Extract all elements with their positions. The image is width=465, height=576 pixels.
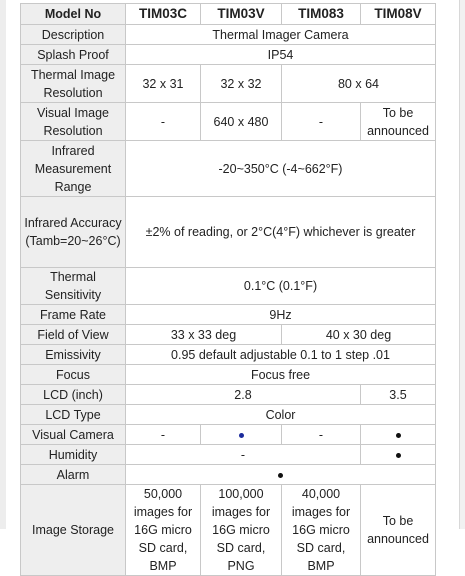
- lcd-type-label: LCD Type: [21, 405, 126, 425]
- thermal-resolution-row: [21, 65, 436, 103]
- thermal-resolution-tim08: 80 x 64: [282, 65, 436, 103]
- description-label: Description: [21, 25, 126, 45]
- model-tim08v-header: TIM08V: [361, 4, 436, 25]
- focus-label: Focus: [21, 365, 126, 385]
- emissivity-row: [21, 345, 436, 365]
- frame-rate-row: [21, 305, 436, 325]
- visual-resolution-label: Visual Image Resolution: [21, 103, 126, 141]
- measurement-range-label: Infrared Measurement Range: [21, 141, 126, 197]
- humidity-tim08v-cell: [361, 445, 436, 465]
- lcd-row: [21, 385, 436, 405]
- splash-proof-value: IP54: [126, 45, 436, 65]
- visual-camera-tim083: -: [282, 425, 361, 445]
- visual-camera-label: Visual Camera: [21, 425, 126, 445]
- lcd-label: LCD (inch): [21, 385, 126, 405]
- visual-resolution-row: [21, 103, 436, 141]
- description-row: [21, 25, 436, 45]
- bullet-dot-icon: [278, 473, 283, 478]
- measurement-range-value: -20~350°C (-4~662°F): [126, 141, 436, 197]
- emissivity-label: Emissivity: [21, 345, 126, 365]
- frame-rate-value: 9Hz: [126, 305, 436, 325]
- humidity-label: Humidity: [21, 445, 126, 465]
- bullet-dot-icon: [396, 453, 401, 458]
- frame-rate-label: Frame Rate: [21, 305, 126, 325]
- visual-resolution-tim03v: 640 x 480: [201, 103, 282, 141]
- model-tim03v-header: TIM03V: [201, 4, 282, 25]
- thermal-sensitivity-label: Thermal Sensitivity: [21, 268, 126, 305]
- header-row: [21, 4, 436, 25]
- thermal-resolution-tim03c: 32 x 31: [126, 65, 201, 103]
- lcd-type-row: [21, 405, 436, 425]
- image-storage-tim083: 40,000 images for 16G micro SD card, BMP: [282, 485, 361, 576]
- accuracy-label: Infrared Accuracy (Tamb=20~26°C): [21, 197, 126, 268]
- thermal-resolution-label: Thermal Image Resolution: [21, 65, 126, 103]
- splash-proof-row: [21, 45, 436, 65]
- visual-camera-row: [21, 425, 436, 445]
- field-of-view-row: [21, 325, 436, 345]
- alarm-all-cell: [126, 465, 436, 485]
- image-storage-row: [21, 485, 436, 576]
- visual-resolution-tim083: -: [282, 103, 361, 141]
- bullet-dot-icon: [239, 433, 244, 438]
- alarm-label: Alarm: [21, 465, 126, 485]
- model-tim03c-header: TIM03C: [126, 4, 201, 25]
- focus-row: [21, 365, 436, 385]
- scrollbar[interactable]: [459, 0, 465, 529]
- visual-resolution-tim03c: -: [126, 103, 201, 141]
- specifications-table: [20, 3, 436, 576]
- image-storage-label: Image Storage: [21, 485, 126, 576]
- model-no-header: Model No: [21, 4, 126, 25]
- image-storage-tim08v: To be announced: [361, 485, 436, 576]
- accuracy-row: [21, 197, 436, 268]
- accuracy-value: ±2% of reading, or 2°C(4°F) whichever is greater: [126, 197, 436, 268]
- field-of-view-tim08: 40 x 30 deg: [282, 325, 436, 345]
- model-tim083-header: TIM083: [282, 4, 361, 25]
- visual-camera-tim08v-cell: [361, 425, 436, 445]
- bullet-dot-icon: [396, 433, 401, 438]
- focus-value: Focus free: [126, 365, 436, 385]
- emissivity-value: 0.95 default adjustable 0.1 to 1 step .01: [126, 345, 436, 365]
- left-margin: [0, 0, 6, 529]
- field-of-view-label: Field of View: [21, 325, 126, 345]
- description-value: Thermal Imager Camera: [126, 25, 436, 45]
- thermal-sensitivity-row: [21, 268, 436, 305]
- lcd-tim08v: 3.5: [361, 385, 436, 405]
- visual-resolution-tim08v: To be announced: [361, 103, 436, 141]
- measurement-range-row: [21, 141, 436, 197]
- thermal-resolution-tim03v: 32 x 32: [201, 65, 282, 103]
- humidity-row: [21, 445, 436, 465]
- thermal-sensitivity-value: 0.1°C (0.1°F): [126, 268, 436, 305]
- field-of-view-tim03: 33 x 33 deg: [126, 325, 282, 345]
- splash-proof-label: Splash Proof: [21, 45, 126, 65]
- lcd-tim03-tim083: 2.8: [126, 385, 361, 405]
- visual-camera-tim03c: -: [126, 425, 201, 445]
- image-storage-tim03c: 50,000 images for 16G micro SD card, BMP: [126, 485, 201, 576]
- image-storage-tim03v: 100,000 images for 16G micro SD card, PNG: [201, 485, 282, 576]
- humidity-tim03-tim083: -: [126, 445, 361, 465]
- alarm-row: [21, 465, 436, 485]
- lcd-type-value: Color: [126, 405, 436, 425]
- visual-camera-tim03v-cell: [201, 425, 282, 445]
